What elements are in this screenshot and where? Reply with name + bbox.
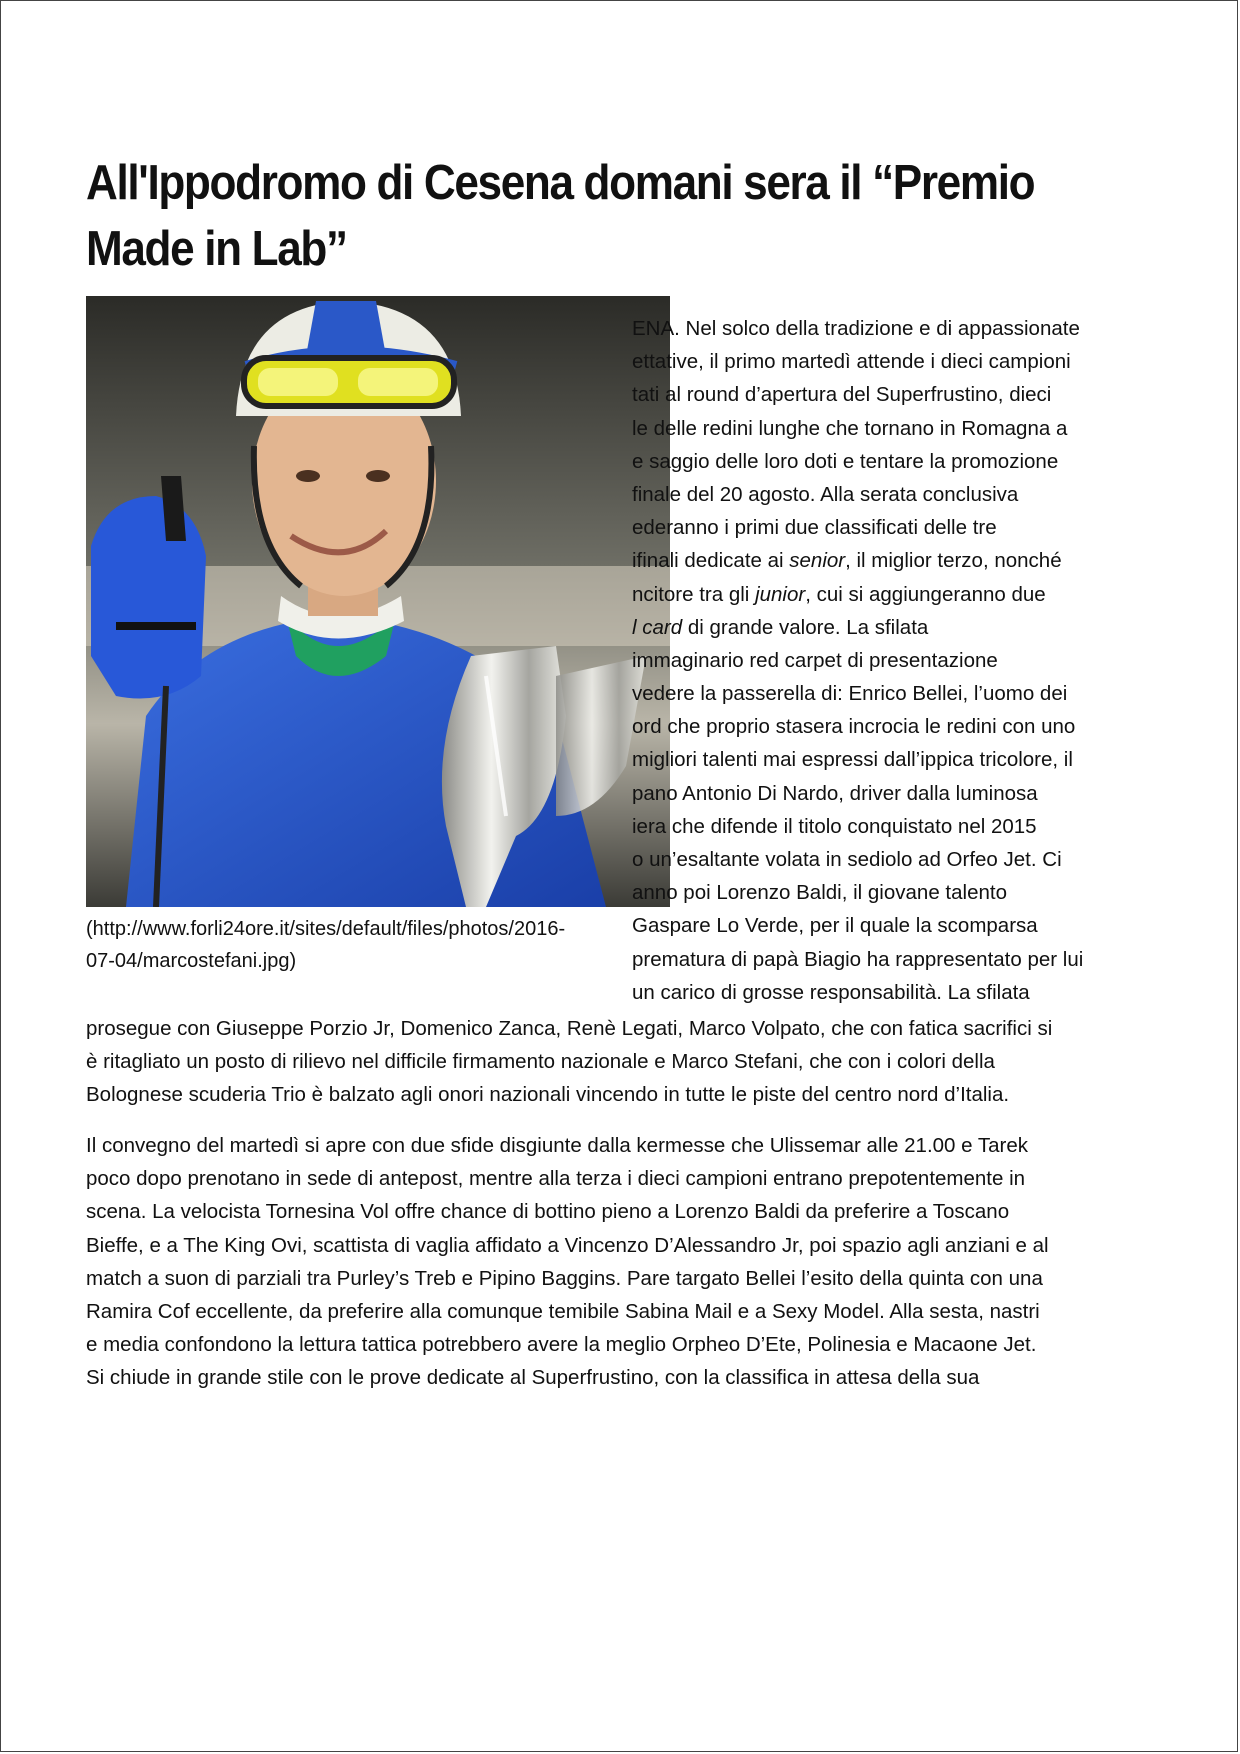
text-line: poco dopo prenotano in sede di antepost, mentre alla terza i dieci campioni entrano prepotentemente in bbox=[86, 1167, 1026, 1191]
text-line: ederanno i primi due classificati delle tre bbox=[632, 516, 997, 540]
text-line: ord che proprio stasera incrocia le redini con uno bbox=[632, 715, 1076, 739]
text-line: Bieffe, e a The King Ovi, scattista di vaglia affidato a Vincenzo D’Alessandro Jr, poi spazio agli anziani e al bbox=[86, 1233, 1049, 1257]
text-line: ENA. Nel solco della tradizione e di appassionate bbox=[632, 317, 1080, 340]
text-line: pano Antonio Di Nardo, driver dalla luminosa bbox=[632, 781, 1038, 805]
text-line: Il convegno del martedì si apre con due sfide disgiunte dalla kermesse che Ulissemar alle 21.00 e Tarek bbox=[86, 1134, 1028, 1157]
article-photo bbox=[86, 296, 670, 907]
photo-caption bbox=[86, 913, 656, 977]
text-line: iera che difende il titolo conquistato nel 2015 bbox=[632, 814, 1037, 838]
wrapped-paragraph bbox=[632, 312, 1192, 1009]
text-line: è ritagliato un posto di rilievo nel difficile firmamento nazionale e Marco Stefani, che con i colori della bbox=[86, 1050, 995, 1074]
text-line: le delle redini lunghe che tornano in Romagna a bbox=[632, 416, 1068, 440]
paragraph-continuation bbox=[86, 1012, 1196, 1112]
text-line: prosegue con Giuseppe Porzio Jr, Domenico Zanca, Renè Legati, Marco Volpato, che con fatica sacrifici si bbox=[86, 1017, 1053, 1040]
italic-term: l card bbox=[632, 615, 683, 639]
text-line: e saggio delle loro doti e tentare la promozione bbox=[632, 449, 1059, 473]
caption-line: (http://www.forli24ore.it/sites/default/files/photos/2016- bbox=[86, 918, 566, 940]
paragraph-2 bbox=[86, 1129, 1196, 1395]
text-line: prematura di papà Biagio ha rappresentato per lui bbox=[632, 947, 1084, 971]
text-line: un carico di grosse responsabilità. La sfilata bbox=[632, 980, 1030, 1004]
text-line: match a suon di parziali tra Purley’s Treb e Pipino Baggins. Pare targato Bellei l’esito della quinta con una bbox=[86, 1266, 1043, 1290]
article-title: All'Ippodromo di Cesena domani sera il “Premio Made in Lab” bbox=[86, 156, 1035, 276]
driver-portrait-illustration bbox=[86, 296, 670, 907]
text-line: Ramira Cof eccellente, da preferire alla comunque temibile Sabina Mail e a Sexy Model. Alla sesta, nastri bbox=[86, 1299, 1040, 1323]
text-line: o un’esaltante volata in sediolo ad Orfeo Jet. Ci bbox=[632, 848, 1062, 871]
text-line: ncitore tra gli junior, cui si aggiungeranno due bbox=[632, 582, 1046, 606]
text-line: immaginario red carpet di presentazione bbox=[632, 648, 998, 672]
text-line: scena. La velocista Tornesina Vol offre chance di bottino pieno a Lorenzo Baldi da preferire a Toscano bbox=[86, 1200, 1010, 1224]
text-line: ifinali dedicate ai senior, il miglior terzo, nonché bbox=[632, 549, 1062, 573]
text-line: vedere la passerella di: Enrico Bellei, l’uomo dei bbox=[632, 682, 1068, 706]
italic-term: junior bbox=[755, 582, 806, 606]
text-line: Bolognese scuderia Trio è balzato agli onori nazionali vincendo in tutte le piste del centro nord d’Italia. bbox=[86, 1083, 1010, 1107]
text-line: finale del 20 agosto. Alla serata conclusiva bbox=[632, 482, 1019, 506]
text-line: Si chiude in grande stile con le prove dedicate al Superfrustino, con la classifica in attesa della sua bbox=[86, 1366, 980, 1390]
text-line: l card di grande valore. La sfilata bbox=[632, 615, 929, 639]
text-line: anno poi Lorenzo Baldi, il giovane talento bbox=[632, 881, 1007, 905]
text-line: e media confondono la lettura tattica potrebbero avere la meglio Orpheo D’Ete, Polinesia e Macaone Jet. bbox=[86, 1333, 1037, 1357]
text-line: Gaspare Lo Verde, per il quale la scomparsa bbox=[632, 914, 1038, 938]
italic-term: senior bbox=[789, 549, 846, 573]
text-line: tati al round d’apertura del Superfrustino, dieci bbox=[632, 383, 1052, 407]
text-line: migliori talenti mai espressi dall’ippica tricolore, il bbox=[632, 748, 1073, 772]
caption-line: 07-04/marcostefani.jpg) bbox=[86, 950, 297, 972]
text-line: ettative, il primo martedì attende i dieci campioni bbox=[632, 350, 1071, 374]
